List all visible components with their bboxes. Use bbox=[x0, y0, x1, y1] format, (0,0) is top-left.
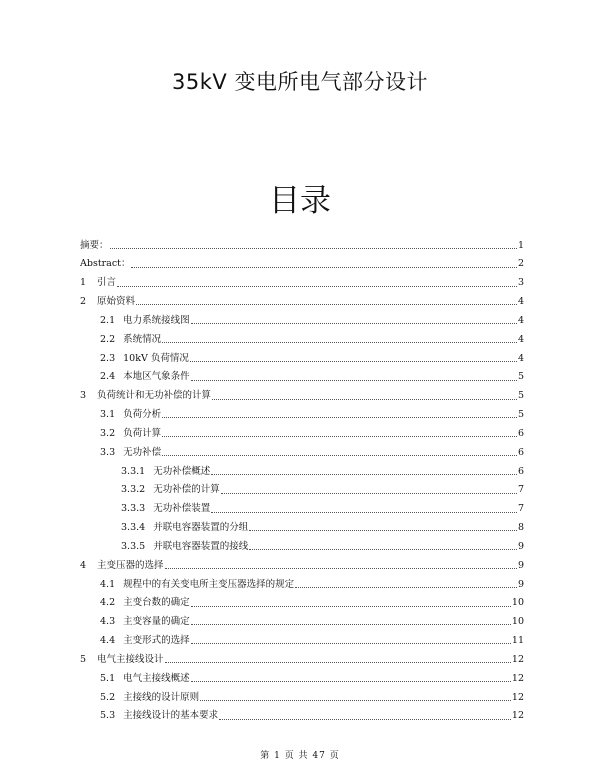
toc-entry-page: 11 bbox=[511, 635, 524, 647]
dot-leader bbox=[249, 549, 517, 550]
dot-leader bbox=[162, 436, 517, 437]
toc-entry-title: 负荷计算 bbox=[123, 427, 162, 439]
toc-entry-number: 1 bbox=[80, 277, 87, 289]
dot-leader bbox=[191, 681, 511, 682]
toc-entry-number: 3.3.5 bbox=[121, 540, 146, 552]
dot-leader bbox=[249, 530, 517, 531]
toc-entry-page: 12 bbox=[511, 691, 524, 703]
toc-entry[interactable] bbox=[80, 236, 524, 255]
toc-entry-title: 无功补偿 bbox=[123, 446, 162, 458]
toc-entry-number: 3.3.4 bbox=[121, 522, 146, 534]
toc-entry-title: 主变形式的选择 bbox=[123, 635, 190, 647]
toc-entry[interactable] bbox=[80, 669, 524, 688]
toc-entry-number: 2.2 bbox=[100, 333, 116, 345]
toc-entry-page: 6 bbox=[517, 427, 524, 439]
toc-entry-number: 4.3 bbox=[100, 616, 116, 628]
dot-leader bbox=[212, 399, 517, 400]
toc-entry[interactable] bbox=[80, 405, 524, 424]
toc-entry-page: 12 bbox=[511, 710, 524, 722]
toc-entry-title: 无功补偿装置 bbox=[153, 503, 211, 515]
dot-leader bbox=[211, 474, 517, 475]
document-title: 35kV 变电所电气部分设计 bbox=[172, 70, 428, 94]
toc-entry-title: 电气主接线设计 bbox=[97, 653, 164, 665]
toc-entry[interactable] bbox=[80, 292, 524, 311]
toc-entry-number: 3 bbox=[80, 390, 87, 402]
dot-leader bbox=[110, 248, 517, 249]
toc-entry-title: 主变台数的确定 bbox=[123, 597, 190, 609]
toc-entry-number: 3.3.1 bbox=[121, 465, 146, 477]
toc-entry-title: 规程中的有关变电所主变压器选择的规定 bbox=[123, 578, 295, 590]
toc-entry-page: 9 bbox=[517, 540, 524, 552]
toc-entry[interactable] bbox=[80, 330, 524, 349]
toc-entry-title: 电气主接线概述 bbox=[123, 672, 190, 684]
dot-leader bbox=[219, 719, 511, 720]
dot-leader bbox=[191, 323, 517, 324]
toc-entry[interactable] bbox=[80, 631, 524, 650]
table-of-contents bbox=[80, 236, 524, 726]
toc-entry[interactable] bbox=[80, 500, 524, 519]
dot-leader bbox=[162, 417, 517, 418]
dot-leader bbox=[165, 568, 517, 569]
toc-entry[interactable] bbox=[80, 462, 524, 481]
toc-entry-page: 10 bbox=[511, 597, 524, 609]
toc-entry[interactable] bbox=[80, 594, 524, 613]
toc-entry[interactable] bbox=[80, 707, 524, 726]
toc-entry[interactable] bbox=[80, 424, 524, 443]
toc-entry-number: 5 bbox=[80, 653, 87, 665]
toc-entry[interactable] bbox=[80, 613, 524, 632]
toc-entry-page: 2 bbox=[517, 258, 524, 270]
toc-entry-title: 负荷分析 bbox=[123, 409, 162, 421]
toc-entry-title: 本地区气象条件 bbox=[123, 371, 190, 383]
toc-entry-page: 4 bbox=[517, 314, 524, 326]
toc-entry-page: 1 bbox=[517, 239, 524, 251]
dot-leader bbox=[131, 267, 516, 268]
toc-entry[interactable] bbox=[80, 537, 524, 556]
toc-entry-number: 2 bbox=[80, 296, 87, 308]
toc-entry[interactable] bbox=[80, 518, 524, 537]
toc-entry-title: 主接线设计的基本要求 bbox=[123, 710, 219, 722]
dot-leader bbox=[191, 380, 517, 381]
toc-entry-page: 5 bbox=[517, 409, 524, 421]
toc-entry-number: 4.4 bbox=[100, 635, 116, 647]
toc-entry[interactable] bbox=[80, 368, 524, 387]
toc-entry-number: 2.3 bbox=[100, 352, 116, 364]
toc-entry-number: 4.2 bbox=[100, 597, 116, 609]
toc-entry[interactable] bbox=[80, 349, 524, 368]
toc-entry-title: Abstract： bbox=[80, 258, 131, 270]
dot-leader bbox=[162, 455, 517, 456]
toc-entry-title: 引言 bbox=[97, 277, 117, 289]
toc-entry[interactable] bbox=[80, 481, 524, 500]
toc-entry[interactable] bbox=[80, 311, 524, 330]
toc-entry-number: 2.4 bbox=[100, 371, 116, 383]
toc-entry-title: 负荷统计和无功补偿的计算 bbox=[97, 390, 212, 402]
toc-entry-number: 3.3.3 bbox=[121, 503, 146, 515]
toc-entry-title: 电力系统接线图 bbox=[123, 314, 190, 326]
toc-entry-number: 3.3.2 bbox=[121, 484, 146, 496]
toc-entry-number: 5.3 bbox=[100, 710, 116, 722]
toc-entry[interactable] bbox=[80, 387, 524, 406]
toc-entry-number: 4.1 bbox=[100, 578, 116, 590]
toc-entry-page: 9 bbox=[517, 578, 524, 590]
toc-entry-number: 5.2 bbox=[100, 691, 116, 703]
dot-leader bbox=[191, 606, 511, 607]
toc-entry-title: 系统情况 bbox=[123, 333, 162, 345]
toc-entry-title: 原始资料 bbox=[97, 296, 136, 308]
toc-entry-page: 5 bbox=[517, 390, 524, 402]
toc-entry-title: 10kV 负荷情况 bbox=[123, 352, 189, 364]
toc-entry-title: 主变容量的确定 bbox=[123, 616, 190, 628]
toc-entry[interactable] bbox=[80, 650, 524, 669]
toc-entry[interactable] bbox=[80, 443, 524, 462]
toc-entry-number: 4 bbox=[80, 559, 87, 571]
toc-entry-page: 7 bbox=[517, 484, 524, 496]
toc-entry-page: 4 bbox=[517, 296, 524, 308]
dot-leader bbox=[211, 512, 517, 513]
page-footer: 第 1 页 共 47 页 bbox=[260, 751, 340, 761]
dot-leader bbox=[117, 286, 517, 287]
dot-leader bbox=[162, 342, 517, 343]
toc-entry-page: 10 bbox=[511, 616, 524, 628]
toc-entry-page: 5 bbox=[517, 371, 524, 383]
dot-leader bbox=[136, 304, 517, 305]
toc-entry-page: 4 bbox=[517, 333, 524, 345]
dot-leader bbox=[165, 662, 511, 663]
toc-entry-page: 6 bbox=[517, 465, 524, 477]
toc-entry[interactable] bbox=[80, 255, 524, 274]
dot-leader bbox=[221, 493, 517, 494]
toc-entry-page: 6 bbox=[517, 446, 524, 458]
toc-entry-title: 主变压器的选择 bbox=[97, 559, 164, 571]
toc-entry[interactable] bbox=[80, 575, 524, 594]
toc-heading: 目录 bbox=[269, 183, 331, 219]
toc-entry-page: 9 bbox=[517, 559, 524, 571]
toc-entry-title: 主接线的设计原则 bbox=[123, 691, 200, 703]
toc-entry-number: 2.1 bbox=[100, 314, 116, 326]
toc-entry-title: 摘要： bbox=[80, 239, 109, 251]
toc-entry-number: 3.3 bbox=[100, 446, 116, 458]
toc-entry-number: 3.2 bbox=[100, 427, 116, 439]
toc-entry-number: 3.1 bbox=[100, 409, 116, 421]
toc-entry-title: 并联电容器装置的接线 bbox=[153, 540, 249, 552]
toc-entry-title: 无功补偿的计算 bbox=[153, 484, 220, 496]
toc-entry-number: 5.1 bbox=[100, 672, 116, 684]
toc-entry-page: 7 bbox=[517, 503, 524, 515]
toc-entry[interactable] bbox=[80, 274, 524, 293]
toc-entry-page: 12 bbox=[511, 653, 524, 665]
dot-leader bbox=[191, 624, 511, 625]
toc-entry-title: 并联电容器装置的分组 bbox=[153, 522, 249, 534]
toc-entry-page: 8 bbox=[517, 522, 524, 534]
toc-entry[interactable] bbox=[80, 688, 524, 707]
dot-leader bbox=[191, 643, 511, 644]
toc-entry[interactable] bbox=[80, 556, 524, 575]
toc-entry-page: 3 bbox=[517, 277, 524, 289]
toc-entry-page: 4 bbox=[517, 352, 524, 364]
dot-leader bbox=[200, 700, 511, 701]
dot-leader bbox=[295, 587, 517, 588]
toc-entry-page: 12 bbox=[511, 672, 524, 684]
dot-leader bbox=[190, 361, 517, 362]
toc-entry-title: 无功补偿概述 bbox=[153, 465, 211, 477]
